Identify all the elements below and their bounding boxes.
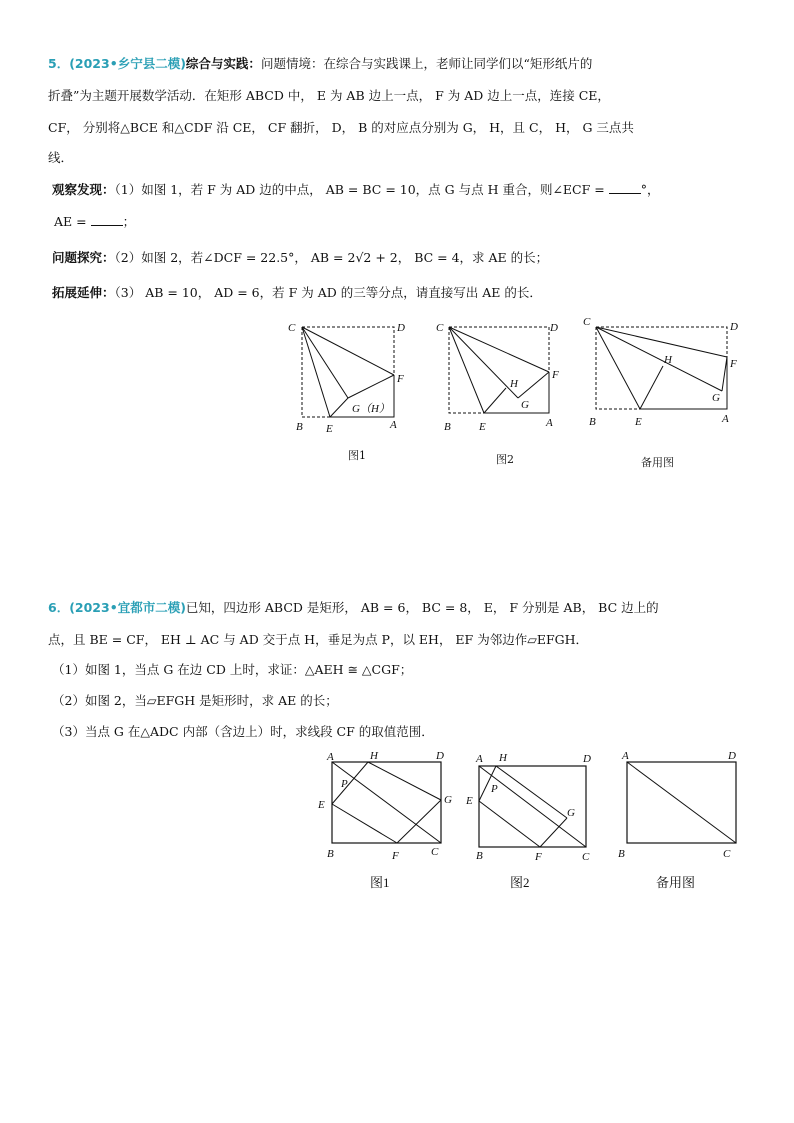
p5-f3-label-E: E	[635, 416, 642, 428]
p6-f2-label-C: C	[582, 851, 590, 863]
p5-text-2: 折叠”为主题开展数学活动．在矩形 ABCD 中， E 为 AB 边上一点， F 为 AD 边上一点，连接 CE，	[48, 88, 610, 103]
p5-f2-label-F: F	[552, 369, 559, 381]
p6-f2-label-P: P	[491, 783, 498, 795]
p5-f2-cf	[449, 327, 549, 372]
p5-f2-label-C: C	[436, 322, 444, 334]
p6-f3-label-C: C	[723, 848, 731, 860]
p6-f1-label-F: F	[392, 850, 399, 862]
p5-f1-fg	[348, 375, 394, 398]
p5-f1-label-D: D	[397, 322, 405, 334]
p6-q2	[52, 693, 338, 709]
p5-f3-label-B: B	[589, 416, 596, 428]
p5-ae-text: AE =	[54, 214, 87, 229]
p6-f2-label-F: F	[535, 851, 542, 863]
p6-text-1: 已知，四边形 ABCD 是矩形， AB = 6， BC = 8， E， F 分别是 AB， BC 边上的	[185, 600, 659, 615]
p5-f2-fg	[518, 372, 549, 398]
p5-explore-text: （2）如图 2，若∠DCF = 22.5°， AB = 2√2 + 2， BC = 4，求 AE 的长；	[114, 250, 549, 265]
p6-f2-hg	[496, 766, 567, 818]
p5-f3-label-D: D	[730, 321, 738, 333]
p6-f1-ac	[332, 762, 441, 843]
p5-obs-label: 观察发现：	[52, 182, 115, 197]
p6-f1-hg	[368, 762, 441, 800]
p6-f2-label-G: G	[567, 807, 575, 819]
p5-extend-label: 拓展延伸：	[52, 285, 115, 300]
p6-f3-ac	[627, 762, 736, 843]
p5-extend-text: （3） AB = 10， AD = 6，若 F 为 AD 的三等分点，请直接写出 AE 的长．	[114, 285, 542, 300]
p5-f3-label-H: H	[664, 354, 672, 366]
p6-f1-eh	[332, 762, 368, 804]
p5-f3-label-G: G	[712, 392, 720, 404]
p5-f3-ce	[596, 327, 640, 409]
p5-f1-ce	[302, 327, 330, 417]
p6-f2-label-H: H	[499, 752, 507, 764]
p5-text-4: 线．	[48, 150, 74, 165]
p6-f1-label-P: P	[341, 778, 348, 790]
p6-fig2-caption: 图2	[510, 875, 530, 890]
p5-f1-label-A: A	[390, 419, 397, 431]
p6-f2-label-E: E	[466, 795, 473, 807]
p5-f1-label-C: C	[288, 322, 296, 334]
p5-f1-cg	[302, 327, 348, 398]
p6-fig3-caption: 备用图	[656, 875, 696, 890]
p5-f1-label-F: F	[397, 373, 404, 385]
p6-f3-label-A: A	[622, 750, 629, 762]
p5-obs-text: （1）如图 1，若 F 为 AD 边的中点， AB = BC = 10，点 G 与点 H 重合，则∠ECF =	[114, 182, 605, 197]
p5-f2-label-H: H	[510, 378, 518, 390]
p5-f3-cf	[596, 327, 727, 357]
p5-f3-cg	[596, 327, 722, 391]
p6-f1-label-B: B	[327, 848, 334, 860]
p6-f1-label-G: G	[444, 794, 452, 806]
p6-q3	[52, 724, 434, 740]
p5-f3-label-C: C	[583, 316, 591, 328]
p5-f3-fg	[722, 357, 727, 391]
p5-figure-1	[0, 0, 794, 500]
p5-fig1-caption: 图1	[348, 449, 366, 462]
p5-text-1: 问题情境：在综合与实践课上，老师让同学们以“矩形纸片的	[260, 56, 593, 71]
p6-f1-label-H: H	[370, 750, 378, 762]
p6-text-2: 点，且 BE = CF， EH ⊥ AC 与 AD 交于点 H，垂足为点 P，以 EH， EF 为邻边作▱EFGH．	[48, 632, 589, 647]
p6-f2-label-D: D	[583, 753, 591, 765]
p5-f1-eg	[330, 398, 348, 417]
p6-f1-label-D: D	[436, 750, 444, 762]
p6-f1-label-C: C	[431, 846, 439, 858]
p6-q3-text: （3）当点 G 在△ADC 内部（含边上）时，求线段 CF 的取值范围．	[52, 724, 434, 739]
p6-line-2	[48, 632, 588, 648]
p6-f2-ef	[479, 801, 540, 847]
p6-source: (2023•宜都市二模)	[69, 600, 186, 615]
p5-text-3: CF， 分别将△BCE 和△CDF 沿 CE， CF 翻折， D， B 的对应点分别为 G， H，且 C， H， G 三点共	[48, 120, 634, 135]
p6-f1-ef	[332, 804, 397, 843]
p5-f2-eh	[484, 388, 506, 413]
p6-f1-label-E: E	[318, 799, 325, 811]
p6-q1-text: （1）如图 1，当点 G 在边 CD 上时，求证：△AEH ≅ △CGF；	[52, 662, 413, 677]
p5-f2-cg	[449, 327, 518, 398]
p5-source: (2023•乡宁县二模)	[69, 56, 186, 71]
p5-number: 5．	[48, 56, 70, 71]
p5-f2-label-A: A	[546, 417, 553, 429]
p6-f1-fg	[397, 800, 441, 843]
p5-f1-label-B: B	[296, 421, 303, 433]
p5-f3-eh	[640, 366, 663, 409]
p5-f1-cf	[302, 327, 394, 375]
p5-explore-label: 问题探究：	[52, 250, 115, 265]
p5-f1-label-E: E	[326, 423, 333, 435]
p5-f2-label-G: G	[521, 399, 529, 411]
p5-f2-label-D: D	[550, 322, 558, 334]
p6-q2-text: （2）如图 2，当▱EFGH 是矩形时，求 AE 的长；	[52, 693, 338, 708]
p5-f2-label-E: E	[479, 421, 486, 433]
p6-number: 6．	[48, 600, 70, 615]
p6-fig1-caption: 图1	[370, 875, 390, 890]
p6-q1	[52, 662, 412, 678]
p5-topic: 综合与实践：	[185, 56, 261, 71]
p5-f3-label-F: F	[730, 358, 737, 370]
p5-fig3-caption: 备用图	[641, 456, 674, 469]
p5-fig2-caption: 图2	[496, 453, 514, 466]
p6-f2-label-A: A	[476, 753, 483, 765]
p5-f3-label-A: A	[722, 413, 729, 425]
p6-f3-label-D: D	[728, 750, 736, 762]
p5-f2-label-B: B	[444, 421, 451, 433]
p5-ae-tail: ；	[122, 214, 136, 229]
p6-f1-label-A: A	[327, 751, 334, 763]
p6-f3-label-B: B	[618, 848, 625, 860]
p5-f1-label-G: G（H）	[352, 403, 390, 415]
p6-f2-label-B: B	[476, 850, 483, 862]
p6-line-1	[48, 600, 659, 616]
p5-obs-tail: °，	[640, 182, 660, 197]
